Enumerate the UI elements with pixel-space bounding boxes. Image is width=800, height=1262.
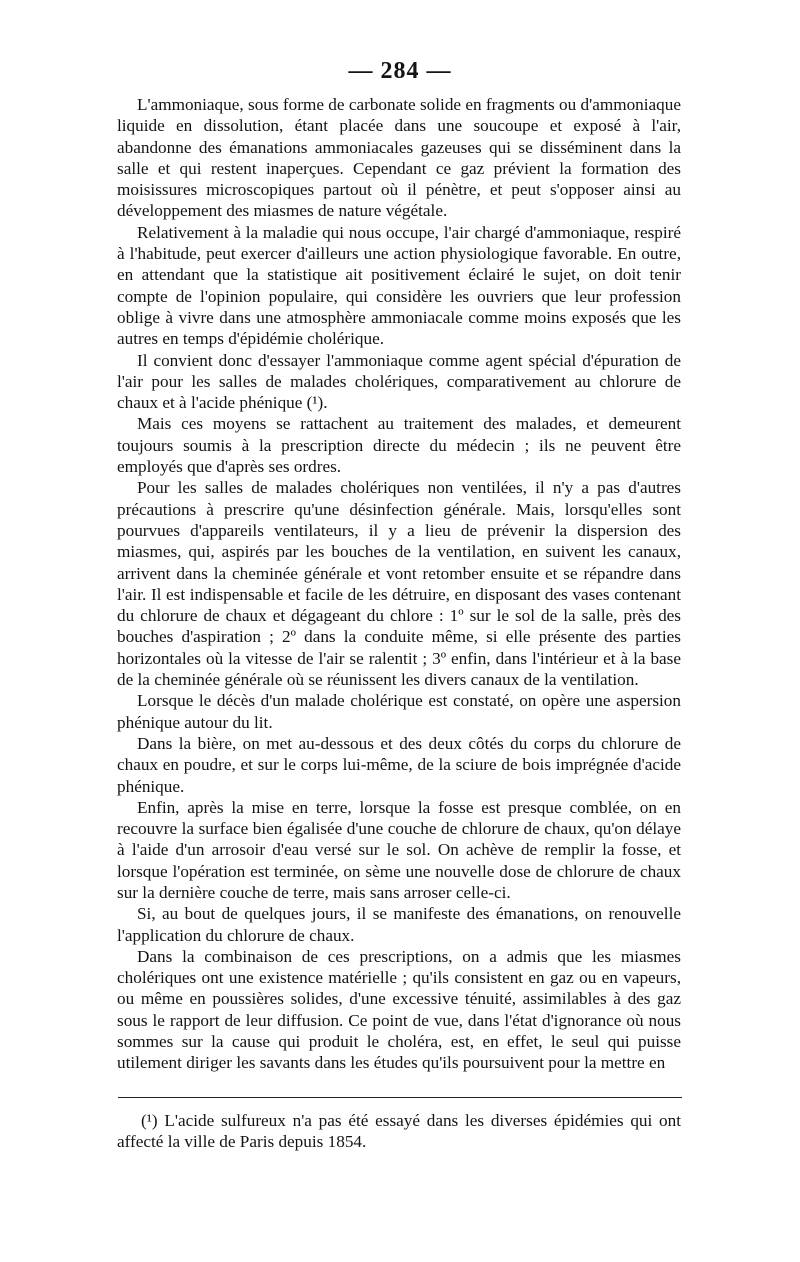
paragraph: Pour les salles de malades cholériques non ventilées, il n'y a pas d'autres précautions à prescrire qu'une désinfection générale. Mais, lorsqu'elles sont pourvues d'appareils ventilateurs, il y a lieu de prévenir la dispersion des miasmes, qui, aspirés par les bouches de la ventilation, en suivent les canaux, arrivent dans la cheminée générale et vont retomber ensuite et se répandre dans l'air. Il est indispensable et facile de les détruire, en disposant des vases contenant du chlorure de chaux et dégageant du chlore : 1º sur le sol de la salle, près des bouches d'aspiration ; 2º dans la conduite même, si elle présente des parties horizontales où la vitesse de l'air se ralentit ; 3º enfin, dans l'intérieur et à la base de la cheminée générale où se réunissent les divers canaux de la ventilation. — [117, 478, 681, 690]
footnote-divider — [118, 1097, 682, 1098]
paragraph: Enfin, après la mise en terre, lorsque la fosse est presque comblée, on en recouvre la surface bien égalisée d'une couche de chlorure de chaux, qu'on délaye à l'aide d'un arrosoir d'eau versé sur le sol. On achève de remplir la fosse, et lorsque l'opération est terminée, on sème une nouvelle dose de chlorure de chaux sur la dernière couche de terre, mais sans arroser celle-ci. — [117, 797, 681, 902]
paragraph: Dans la bière, on met au-dessous et des deux côtés du corps du chlorure de chaux en poudre, et sur le corps lui-même, de la sciure de bois imprégnée d'acide phénique. — [117, 733, 681, 796]
paragraph: Relativement à la maladie qui nous occupe, l'air chargé d'ammoniaque, respiré à l'habitude, peut exercer d'ailleurs une action physiologique favorable. En outre, en attendant que la statistique ait positivement éclairé le sujet, on doit tenir compte de l'opinion populaire, qui considère les ouvriers que leur profession oblige à vivre dans une atmosphère ammoniacale comme moins exposés que les autres en temps d'épidémie cholérique. — [117, 222, 681, 349]
footnote — [117, 1110, 681, 1153]
paragraph: Mais ces moyens se rattachent au traitement des malades, et demeurent toujours soumis à la prescription directe du médecin ; ils ne peuvent être employés que d'après ses ordres. — [117, 414, 681, 477]
page-number: — 284 — — [348, 58, 452, 84]
paragraph: Il convient donc d'essayer l'ammoniaque comme agent spécial d'épuration de l'air pour les salles de malades cholériques, comparativement au chlorure de chaux et à l'acide phénique (¹). — [117, 350, 681, 413]
paragraph: Si, au bout de quelques jours, il se manifeste des émanations, on renouvelle l'application du chlorure de chaux. — [117, 904, 681, 945]
body-text — [117, 94, 681, 1074]
footnote-text: L'acide sulfureux n'a pas été essayé dans les diverses épidémies qui ont affecté la ville de Paris depuis 1854. — [117, 1111, 681, 1152]
paragraph: Lorsque le décès d'un malade cholérique est constaté, on opère une aspersion phénique autour du lit. — [117, 691, 681, 732]
paragraph: Dans la combinaison de ces prescriptions, on a admis que les miasmes cholériques ont une existence matérielle ; qu'ils consistent en gaz ou en vapeurs, ou même en poussières solides, d'une excessive ténuité, assimilables à des gaz sous le rapport de leur diffusion. Ce point de vue, dans l'état d'ignorance où nous sommes sur la cause qui produit le choléra, est, en effet, le seul qui puisse utilement diriger les savants dans les études qu'ils poursuivent pour la mettre en — [117, 946, 681, 1073]
paragraph: L'ammoniaque, sous forme de carbonate solide en fragments ou d'ammoniaque liquide en dissolution, étant placée dans une soucoupe et exposé à l'air, abandonne des émanations ammoniacales gazeuses qui se disséminent dans la salle et qui restent inaperçues. Cependant ce gaz prévient la formation des moisissures microscopiques partout où il pénètre, et peut s'opposer ainsi au développement des miasmes de nature végétale. — [117, 95, 681, 221]
footnote-paragraph — [117, 1110, 681, 1153]
footnote-marker: (¹) — [141, 1111, 158, 1130]
